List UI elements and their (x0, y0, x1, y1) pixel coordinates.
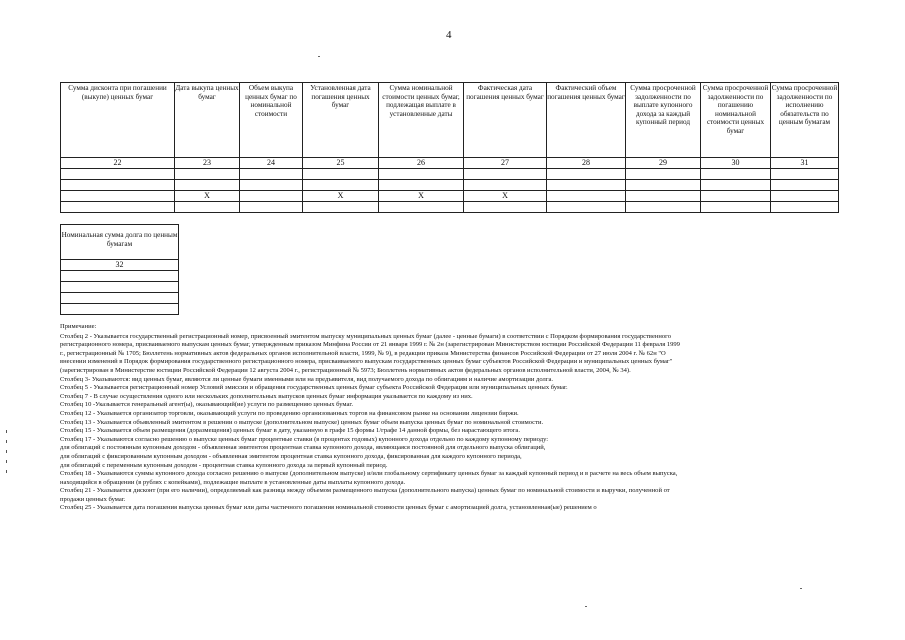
table-cell (175, 180, 240, 191)
column-number: 26 (379, 158, 464, 169)
col-header-27: Фактическая дата погашения ценных бумаг (464, 83, 547, 158)
column-number-row (61, 260, 179, 271)
table-cell (61, 191, 175, 202)
table-cell (701, 202, 771, 213)
note-line: продажи ценных бумаг. (60, 495, 126, 503)
table-cell (626, 202, 701, 213)
table-cell (61, 271, 179, 282)
table-row (61, 282, 179, 293)
table-row (61, 271, 179, 282)
table-row (61, 304, 179, 315)
main-table (60, 82, 839, 213)
col-header-26: Сумма номинальной стоимости ценных бумаг, подлежащая выплате в установленные даты (379, 83, 464, 158)
notes-section (60, 323, 845, 513)
table-cell (771, 191, 839, 202)
table-cell (303, 180, 379, 191)
note-line: для облигаций с постоянным купонным доходом - объявленная эмитентом процентная ставка купонного дохода, являющаяся постоянной для отдельного выпуска облигаций, (60, 444, 546, 452)
column-number: 28 (547, 158, 626, 169)
table-cell-x-mark: X (303, 191, 379, 202)
table-cell (379, 169, 464, 180)
note-line: Столбец 15 - Указывается объем размещения (доразмещения) ценных бумаг в дату, указанную в графе 15 формы 1/графе 14 данной формы, без нарастающего итога. (60, 427, 520, 435)
note-line: Столбец 13 - Указывается объявленный эмитентом в решении о выпуске (дополнительном выпуске) ценных бумаг объем выпуска ценных бумаг по номинальной стоимости. (60, 418, 544, 426)
table-cell (626, 169, 701, 180)
table-cell (771, 180, 839, 191)
table-cell (61, 180, 175, 191)
table-cell (464, 180, 547, 191)
scan-speck (318, 56, 320, 57)
table-cell (61, 169, 175, 180)
note-line: для облигаций с фиксированным купонным доходом - объявленная эмитентом процентная ставка купонного дохода, фиксированная для каждого купонного периода, (60, 452, 522, 460)
header-row (61, 225, 179, 260)
header-row (61, 83, 839, 158)
note-line: внесении изменений в Порядок формирования государственного регистрационного номера, присваиваемого выпускам государственных ценных бумаг субъектов Российской Федерации и муниципальных ценных бумаг" (60, 358, 673, 366)
col-header-22: Сумма дисконта при погашении (выкупе) ценных бумаг (61, 83, 175, 158)
page-number: 4 (446, 29, 452, 41)
table-cell (175, 202, 240, 213)
note-line: Столбец 17 - Указываются согласно решению о выпуске ценных бумаг процентные ставки (в процентах годовых) купонного дохода отдельно по каждому купонному периоду: (60, 435, 549, 443)
table-row (61, 191, 839, 202)
table-cell (303, 202, 379, 213)
note-line: Столбец 7 - В случае осуществления одного или нескольких дополнительных выпусков ценных бумаг информация указывается по каждому из них. (60, 392, 473, 400)
table-cell (547, 191, 626, 202)
col-header-30: Сумма просроченной задолженности по погашению номинальной стоимости ценных бумаг (701, 83, 771, 158)
table-cell (61, 202, 175, 213)
table-row (61, 202, 839, 213)
table-cell (547, 180, 626, 191)
table-cell (61, 304, 179, 315)
table-cell (61, 293, 179, 304)
note-line: Столбец 5 - Указывается регистрационный номер Условий эмиссии и обращения государственных ценных бумаг субъекта Российской Федерации или муниципальных ценных бумаг. (60, 384, 568, 392)
table-cell-x-mark: X (464, 191, 547, 202)
note-line: Столбец 10 -Указывается генеральный агент(ы), оказывающий(ие) услуги по размещению ценных бумаг. (60, 401, 354, 409)
table-cell (701, 180, 771, 191)
table-cell (547, 169, 626, 180)
note-line: для облигаций с переменным купонным доходом - процентная ставка купонного дохода за первый купонный период. (60, 461, 388, 469)
note-line: Столбец 21 - Указывается дисконт (при его наличии), определяемый как разница между объемом размещенного выпуска (дополнительного выпуска) ценных бумаг по номинальной стоимости и выручки, полученной от (60, 487, 670, 495)
note-line: Столбец 2 - Указывается государственный регистрационный номер, присвоенный эмитентом выпуску муниципальных ценных бумаг (далее - ценные бумаги) в соответствии с Порядком формирования государственного (60, 332, 671, 340)
column-number: 25 (303, 158, 379, 169)
note-line: Столбец 3- Указываются: вид ценных бумаг, являются ли ценные бумаги именными или на предъявителя, вид получаемого дохода по облигациям и наличие амортизации долга. (60, 375, 554, 383)
column-number: 22 (61, 158, 175, 169)
table-cell (175, 169, 240, 180)
table-cell (240, 191, 303, 202)
table-cell (464, 169, 547, 180)
table-cell (240, 202, 303, 213)
note-line: регистрационного номера, присваиваемого выпускам ценных бумаг, утвержденным приказом Минфина России от 21 января 1999 г. № 2н (зарегистрирован Министерством юстиции Российской Федерации 11 февраля 1999 (60, 341, 680, 349)
scan-speck (585, 606, 587, 607)
table-cell (626, 191, 701, 202)
note-line: Столбец 25 - Указывается дата погашения выпуска ценных бумаг или даты частичного погашения номинальной стоимости ценных бумаг с амортизацией долга, установленная(ые) решением о (60, 504, 597, 512)
table-cell (626, 180, 701, 191)
col-header-24: Объем выкупа ценных бумаг по номинальной стоимости (240, 83, 303, 158)
note-line: (зарегистрирован в Министерстве юстиции Российской Федерации 12 августа 2004 г., регистрационный № 5973; Бюллетень нормативных актов федеральных органов исполнительной власти, 2004, № 34). (60, 366, 631, 374)
table-cell (701, 191, 771, 202)
column-number: 30 (701, 158, 771, 169)
table-cell (240, 180, 303, 191)
table-cell (379, 180, 464, 191)
col-header-25: Установленная дата погашения ценных бумаг (303, 83, 379, 158)
column-number: 32 (61, 260, 179, 271)
column-number: 24 (240, 158, 303, 169)
column-number: 31 (771, 158, 839, 169)
column-number-row (61, 158, 839, 169)
table-cell (547, 202, 626, 213)
scan-speck (800, 588, 802, 589)
table-cell (379, 202, 464, 213)
scan-margin-marks (6, 430, 8, 480)
col-header-28: Фактический объем погашения ценных бумаг (547, 83, 626, 158)
table-cell (771, 169, 839, 180)
col-header-29: Сумма просроченной задолженности по выплате купонного дохода за каждый купонный период (626, 83, 701, 158)
table-cell-x-mark: X (379, 191, 464, 202)
column-number: 27 (464, 158, 547, 169)
col-header-23: Дата выкупа ценных бумаг (175, 83, 240, 158)
note-line: Столбец 18 - Указываются суммы купонного дохода согласно решению о выпуске (дополнительном выпуске) и/или глобальному сертификату ценных бумаг за каждый купонный период и в расчете на весь объем выпуска, (60, 470, 678, 478)
table-cell (303, 169, 379, 180)
table-cell-x-mark: X (175, 191, 240, 202)
column-number: 23 (175, 158, 240, 169)
table-row (61, 180, 839, 191)
table-row (61, 169, 839, 180)
table-row (61, 293, 179, 304)
table-cell (771, 202, 839, 213)
table-cell (464, 202, 547, 213)
table-cell (61, 282, 179, 293)
note-line: Столбец 12 - Указывается организатор торговли, оказывающий услуги по проведению организованных торгов на финансовом рынке на основании лицензии биржи. (60, 409, 519, 417)
col-header-31: Сумма просроченной задолженности по исполнению обязательств по ценным бумагам (771, 83, 839, 158)
notes-heading: Примечание: (60, 323, 97, 330)
table-cell (240, 169, 303, 180)
column-number: 29 (626, 158, 701, 169)
note-line: г., регистрационный № 1705; Бюллетень нормативных актов федеральных органов исполнительной власти, 1999, № 9), в редакции приказа Министерства финансов Российской Федерации от 27 июля 2004 г. № 62н "О (60, 349, 666, 357)
note-line: находящийся в обращении (в рублях с копейками), подлежащие выплате в установленные даты выплаты купонного дохода. (60, 478, 406, 486)
nominal-debt-table (60, 224, 179, 315)
col-header-32: Номинальная сумма долга по ценным бумагам (61, 225, 179, 260)
table-cell (701, 169, 771, 180)
